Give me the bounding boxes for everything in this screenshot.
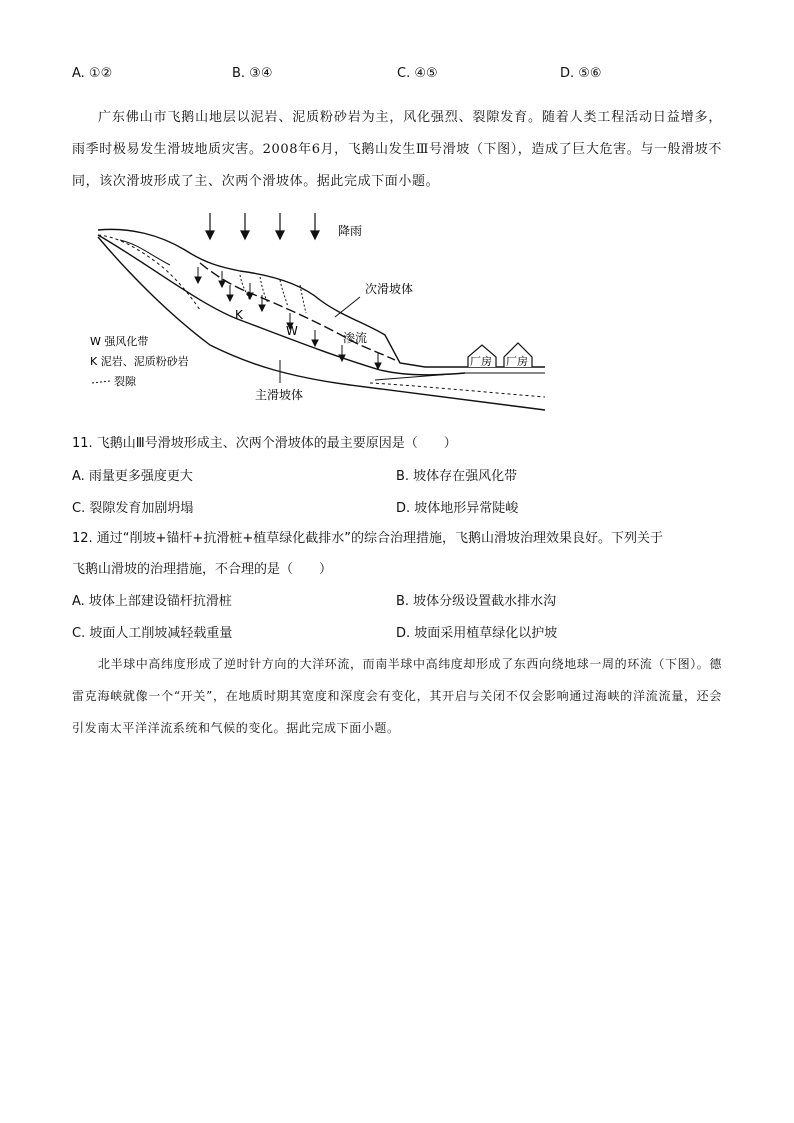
passage-ocean-current	[72, 648, 722, 744]
secondary-body-label: 次滑坡体	[365, 282, 414, 296]
factory-label-2: 厂房	[506, 355, 528, 368]
q12-option-a[interactable]: A. 坡体上部建设锚杆抗滑桩	[72, 594, 232, 609]
option-d[interactable]: D. ⑤⑥	[560, 66, 602, 81]
legend-k: K 泥岩、泥质粉砂岩	[90, 355, 189, 368]
passage-landslide-text: 广东佛山市飞鹅山地层以泥岩、泥质粉砂岩为主，风化强烈、裂隙发育。随着人类工程活动日益增多，雨季时极易发生滑坡地质灾害。2008年6月，飞鹅山发生Ⅲ号滑坡（下图），造成了巨大危害。与一般滑坡不同，该次滑坡形成了主、次两个滑坡体。据此完成下面小题。	[72, 110, 722, 189]
question-12-stem-line2: 飞鹅山滑坡的治理措施，不合理的是（ ）	[72, 562, 333, 577]
option-a[interactable]: A. ①②	[72, 66, 113, 81]
landslide-diagram	[90, 205, 560, 425]
main-body-label: 主滑坡体	[255, 388, 304, 402]
factory-label-1: 厂房	[470, 355, 492, 368]
q11-option-d[interactable]: D. 坡体地形异常陡峻	[396, 501, 519, 516]
mark-k: K	[235, 308, 243, 322]
option-b[interactable]: B. ③④	[232, 66, 273, 81]
legend-crack-symbol	[92, 381, 110, 383]
question-11-stem: 11. 飞鹅山Ⅲ号滑坡形成主、次两个滑坡体的最主要原因是（ ）	[72, 436, 457, 451]
rain-arrows	[206, 213, 319, 239]
q12-option-d[interactable]: D. 坡面采用植草绿化以护坡	[396, 626, 558, 641]
option-c[interactable]: C. ④⑤	[397, 66, 438, 81]
question-12-stem-line1: 12. 通过“削坡+锚杆+抗滑桩+植草绿化截排水”的综合治理措施，飞鹅山滑坡治理效果良好。下列关于	[72, 531, 663, 546]
q11-option-b[interactable]: B. 坡体存在强风化带	[396, 469, 518, 484]
q11-option-c[interactable]: C. 裂隙发育加剧坍塌	[72, 501, 194, 516]
passage-ocean-current-text: 北半球中高纬度形成了逆时针方向的大洋环流，而南半球中高纬度却形成了东西向绕地球一周的环流（下图）。德雷克海峡就像一个“开关”，在地质时期其宽度和深度会有变化，其开启与关闭不仅会影响通过海峡的洋流流量，还会引发南太平洋洋流系统和气候的变化。据此完成下面小题。	[72, 657, 723, 735]
ground-surface	[98, 229, 545, 367]
previous-question-options	[72, 66, 732, 86]
legend-crack: 裂隙	[114, 375, 136, 388]
secondary-slide-surface	[200, 263, 395, 360]
q11-option-a[interactable]: A. 雨量更多强度更大	[72, 469, 193, 484]
legend-w: W 强风化带	[90, 335, 149, 348]
q12-option-c[interactable]: C. 坡面人工削坡减轻载重量	[72, 626, 233, 641]
q12-option-b[interactable]: B. 坡体分级设置截水排水沟	[396, 594, 557, 609]
passage-landslide	[72, 102, 722, 198]
rain-label: 降雨	[338, 224, 363, 238]
seepage-label: 渗流	[343, 331, 368, 345]
mark-w: W	[286, 324, 298, 338]
